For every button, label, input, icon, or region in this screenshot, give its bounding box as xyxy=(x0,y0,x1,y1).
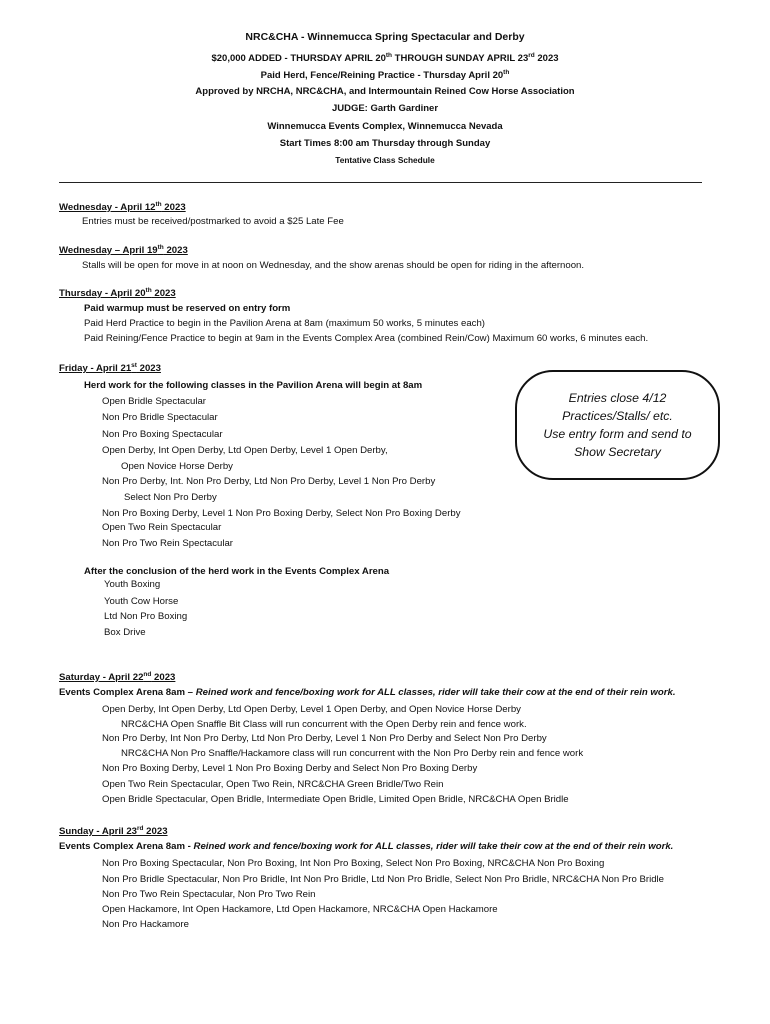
judge-line: JUDGE: Garth Gardiner xyxy=(331,103,439,114)
class-item: Non Pro Two Rein Spectacular xyxy=(102,538,234,549)
class-item: Non Pro Derby, Int. Non Pro Derby, Ltd Non Pro Derby, Level 1 Non Pro Derby xyxy=(102,476,436,487)
class-item: Open Derby, Int Open Derby, Ltd Open Derby, Level 1 Open Derby, and Open Novice Horse Derby xyxy=(102,704,521,715)
callout-line: Show Secretary xyxy=(574,445,661,459)
approved-line: Approved by NRCHA, NRC&CHA, and Intermountain Reined Cow Horse Association xyxy=(195,86,575,97)
class-item: Non Pro Two Rein Spectacular, Non Pro Two Rein xyxy=(102,889,316,900)
divider xyxy=(59,182,702,183)
venue-line: Winnemucca Events Complex, Winnemucca Nevada xyxy=(267,121,503,132)
class-item: Non Pro Boxing Derby, Level 1 Non Pro Boxing Derby and Select Non Pro Boxing Derby xyxy=(102,763,478,774)
class-item: Non Pro Hackamore xyxy=(102,919,189,930)
day-heading-sun23: Sunday - April 23rd 2023 xyxy=(59,824,168,837)
sat22-arena-line: Events Complex Arena 8am – Reined work and fence/boxing work for ALL classes, rider will take their cow at the end of their rein work. xyxy=(59,687,676,698)
day-heading-fri21: Friday - April 21st 2023 xyxy=(59,361,161,374)
tentative-line: Tentative Class Schedule xyxy=(335,155,435,165)
added-line: $20,000 ADDED - THURSDAY APRIL 20th THROUGH SUNDAY APRIL 23rd 2023 xyxy=(211,52,559,65)
class-item: Non Pro Derby, Int Non Pro Derby, Ltd Non Pro Derby, Level 1 Non Pro Derby and Select Non Pro Derby xyxy=(102,733,547,744)
wed12-note: Entries must be received/postmarked to avoid a $25 Late Fee xyxy=(82,216,344,227)
class-item: Open Derby, Int Open Derby, Ltd Open Derby, Level 1 Open Derby, xyxy=(102,445,388,456)
class-item: Youth Cow Horse xyxy=(104,596,179,607)
wed19-note: Stalls will be open for move in at noon on Wednesday, and the show arenas should be open for riding in the afternoon. xyxy=(82,260,585,271)
fri21-subhead: Herd work for the following classes in the Pavilion Arena will begin at 8am xyxy=(84,380,423,391)
class-item: NRC&CHA Open Snaffle Bit Class will run concurrent with the Open Derby rein and fence work. xyxy=(121,719,527,730)
class-item: Open Hackamore, Int Open Hackamore, Ltd Open Hackamore, NRC&CHA Open Hackamore xyxy=(102,904,498,915)
thu20-warmup: Paid warmup must be reserved on entry form xyxy=(84,303,291,314)
class-item: Ltd Non Pro Boxing xyxy=(104,611,188,622)
callout-line: Use entry form and send to xyxy=(543,427,692,441)
class-item: Open Bridle Spectacular xyxy=(102,396,206,407)
callout-line: Practices/Stalls/ etc. xyxy=(562,409,673,423)
class-item: Open Bridle Spectacular, Open Bridle, Intermediate Open Bridle, Limited Open Bridle, NRC&CHA Open Bridle xyxy=(102,794,569,805)
class-item: Open Two Rein Spectacular, Open Two Rein, NRC&CHA Green Bridle/Two Rein xyxy=(102,779,444,790)
thu20-herd-practice: Paid Herd Practice to begin in the Pavilion Arena at 8am (maximum 50 works, 5 minutes each) xyxy=(84,318,485,329)
class-item: Non Pro Bridle Spectacular, Non Pro Bridle, Int Non Pro Bridle, Ltd Non Pro Bridle, Select Non Pro Bridle, NRC&CHA Non Pro Bridle xyxy=(102,874,665,885)
day-heading-sat22: Saturday - April 22nd 2023 xyxy=(59,670,176,683)
fri21-subhead-2: After the conclusion of the herd work in the Events Complex Arena xyxy=(84,566,390,577)
class-item: NRC&CHA Non Pro Snaffle/Hackamore class will run concurrent with the Non Pro Derby rein and fence work xyxy=(121,748,584,759)
class-item: Youth Boxing xyxy=(104,579,161,590)
class-item: Open Novice Horse Derby xyxy=(121,461,233,472)
thu20-reining-practice: Paid Reining/Fence Practice to begin at 9am in the Events Complex Area (combined Rein/Cow) Maximum 60 works, 6 minutes each. xyxy=(84,333,649,344)
sun23-arena-line: Events Complex Arena 8am - Reined work and fence/boxing work for ALL classes, rider will take their cow at the end of their rein work. xyxy=(59,841,674,852)
paid-herd-line: Paid Herd, Fence/Reining Practice - Thursday April 20th xyxy=(260,69,510,82)
callout-line: Entries close 4/12 xyxy=(568,391,667,405)
day-heading-wed19: Wednesday – April 19th 2023 xyxy=(59,243,188,256)
event-title: NRC&CHA - Winnemucca Spring Spectacular and Derby xyxy=(245,32,525,43)
day-heading-thu20: Thursday - April 20th 2023 xyxy=(59,286,176,299)
class-item: Box Drive xyxy=(104,627,146,638)
class-item: Open Two Rein Spectacular xyxy=(102,522,222,533)
entries-callout xyxy=(515,370,720,480)
class-item: Non Pro Boxing Derby, Level 1 Non Pro Boxing Derby, Select Non Pro Boxing Derby xyxy=(102,508,461,519)
class-item: Non Pro Bridle Spectacular xyxy=(102,412,218,423)
start-times-line: Start Times 8:00 am Thursday through Sunday xyxy=(279,138,491,149)
class-item: Non Pro Boxing Spectacular xyxy=(102,429,223,440)
day-heading-wed12: Wednesday - April 12th 2023 xyxy=(59,200,186,213)
class-item: Non Pro Boxing Spectacular, Non Pro Boxing, Int Non Pro Boxing, Select Non Pro Boxing, NRC&CHA Non Pro Boxing xyxy=(102,858,605,869)
class-item: Select Non Pro Derby xyxy=(124,492,217,503)
